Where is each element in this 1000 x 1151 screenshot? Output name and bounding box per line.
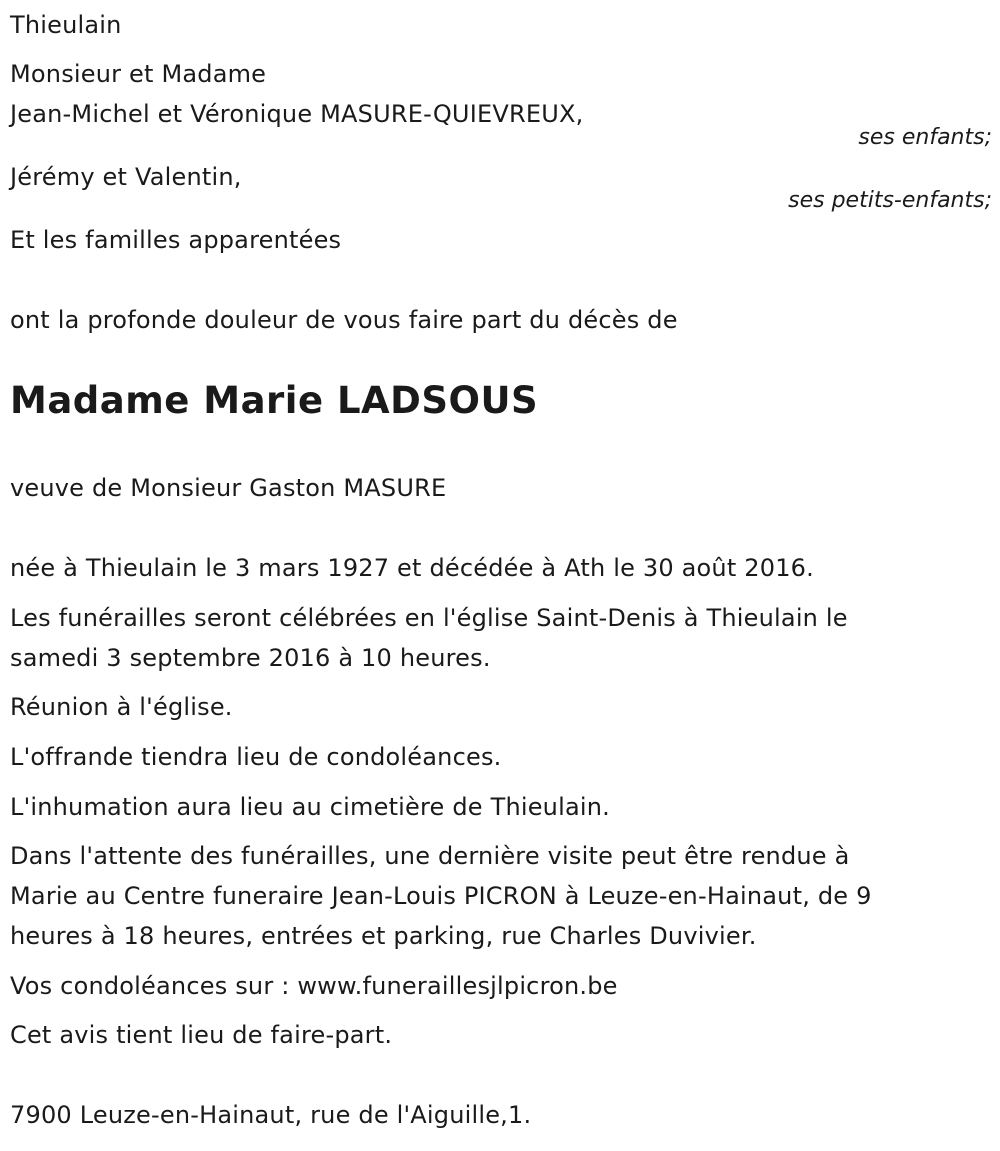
children-line-2: Jean-Michel et Véronique MASURE-QUIEVREUX, [10, 100, 584, 128]
condolences-text: Vos condoléances sur : www.funeraillesjlpicron.be [10, 972, 618, 1000]
families-text: Et les familles apparentées [10, 226, 342, 254]
visit-line-2: Marie au Centre funeraire Jean-Louis PICRON à Leuze-en-Hainaut, de 9 [10, 882, 872, 910]
children-role: ses enfants; [858, 125, 992, 150]
deceased-name: Madame Marie LADSOUS [10, 379, 539, 422]
funeral-line-1: Les funérailles seront célébrées en l'église Saint-Denis à Thieulain le [10, 604, 848, 632]
grandchildren-text: Jérémy et Valentin, [10, 163, 242, 191]
children-line-1: Monsieur et Madame [10, 60, 267, 88]
visit-line-3: heures à 18 heures, entrées et parking, rue Charles Duvivier. [10, 922, 757, 950]
address-text: 7900 Leuze-en-Hainaut, rue de l'Aiguille,1. [10, 1101, 532, 1129]
grandchildren-role: ses petits-enfants; [788, 188, 992, 213]
offering-text: L'offrande tiendra lieu de condoléances. [10, 743, 502, 771]
birth-death-text: née à Thieulain le 3 mars 1927 et décédée à Ath le 30 août 2016. [10, 554, 814, 582]
notice-note-text: Cet avis tient lieu de faire-part. [10, 1021, 393, 1049]
meeting-text: Réunion à l'église. [10, 693, 233, 721]
visit-line-1: Dans l'attente des funérailles, une dernière visite peut être rendue à [10, 842, 850, 870]
burial-text: L'inhumation aura lieu au cimetière de Thieulain. [10, 793, 610, 821]
funeral-line-2: samedi 3 septembre 2016 à 10 heures. [10, 644, 491, 672]
location-text: Thieulain [10, 11, 122, 39]
announcement-text: ont la profonde douleur de vous faire part du décès de [10, 306, 678, 334]
widow-of-text: veuve de Monsieur Gaston MASURE [10, 474, 447, 502]
